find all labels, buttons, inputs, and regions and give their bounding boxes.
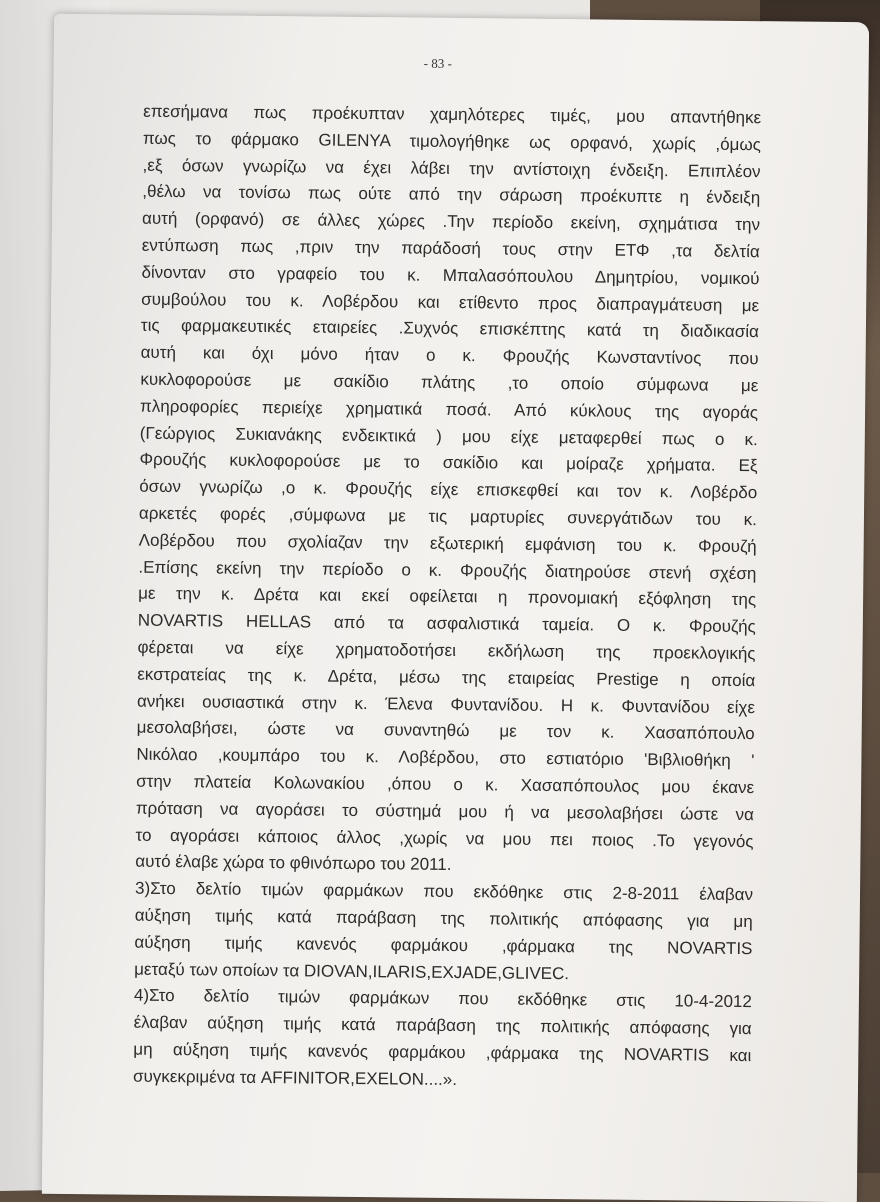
text-line: φέρεται να είχε χρηματοδοτήσει εκδήλωση της προεκλογικής xyxy=(137,637,756,664)
text-line: εντύπωση πως ,πριν την παράδοσή τους στην ΕΤΦ ,τα δελτία xyxy=(141,235,760,262)
text-line: μεταξύ των οποίων τα DIOVAN,ILARIS,EXJADE,GLIVEC. xyxy=(134,959,570,983)
text-line: αυτό έλαβε χώρα το φθινόπωρο του 2011. xyxy=(135,851,452,875)
text-line: κυκλοφορούσε με σακίδιο πλάτης ,το οποίο σύμφωνα με xyxy=(140,369,759,396)
text-line: μη αύξηση τιμής κανενός φαρμάκου ,φάρμακα της NOVARTIS και xyxy=(133,1039,752,1066)
text-line: .Επίσης εκείνη την περίοδο ο κ. Φρουζής διατηρούσε στενή σχέση xyxy=(138,557,757,583)
text-line: πως το φάρμακο GILENYA τιμολογήθηκε ως ορφανό, χωρίς ,όμως xyxy=(142,128,761,154)
text-line: αρκετές φορές ,σύμφωνα με τις μαρτυρίες συνεργάτιδων του κ. xyxy=(138,503,758,530)
text-line: όσων γνωρίζω ,ο κ. Φρουζής είχε επισκεφθεί και τον κ. Λοβέρδο xyxy=(139,476,758,503)
text-line: Φρουζής κυκλοφορούσε με το σακίδιο και μοίραζε χρήματα. Εξ xyxy=(139,450,758,476)
text-line: τις φαρμακευτικές εταιρείες .Συχνός επισκέπτης κατά τη διαδικασία xyxy=(140,316,760,342)
text-line: ,θέλω να τονίσω πως ούτε από την σάρωση προέκυπτε η ένδειξη xyxy=(142,182,761,208)
text-line: αύξηση τιμής κατά παράβαση της πολιτικής απόφασης για μη xyxy=(134,905,753,932)
text-line: το αγοράσει κάποιος άλλος ,χωρίς να μου πει ποιος .Το γεγονός xyxy=(135,825,754,851)
page-number: - 83 - xyxy=(423,55,452,71)
text-line: Νικόλαο ,κουμπάρο του κ. Λοβέρδου, στο εστιατόριο 'Βιβλιοθήκη ' xyxy=(136,744,755,771)
text-line: Λοβέρδου που σχολίαζαν την εξωτερική εμφάνιση του κ. Φρουζή xyxy=(138,530,757,556)
document-body xyxy=(133,99,761,1097)
text-line: αύξηση τιμής κανενός φαρμάκου ,φάρμακα της NOVARTIS xyxy=(134,932,753,958)
text-line: 4)Στο δελτίο τιμών φαρμάκων που εκδόθηκε στις 10-4-2012 xyxy=(133,985,752,1012)
text-line: αυτή (ορφανό) σε άλλες χώρες .Την περίοδο εκείνη, σχημάτισα την xyxy=(141,208,761,235)
text-line: εκστρατείας της κ. Δρέτα, μέσω της εταιρείας Prestige η οποία xyxy=(137,664,756,690)
text-line: επεσήμανα πως προέκυπταν χαμηλότερες τιμές, μου απαντήθηκε xyxy=(143,101,762,128)
text-line: (Γεώργιος Συκιανάκης ενδεικτικά ) μου είχε μεταφερθεί πως ο κ. xyxy=(139,423,758,449)
document-page xyxy=(42,14,869,1202)
text-line: ανήκει ουσιαστικά στην κ. Έλενα Φυντανίδου. Η κ. Φυντανίδου είχε xyxy=(136,691,756,717)
text-line: δίνονταν στο γραφείο του κ. Μπαλασόπουλου Δημητρίου, νομικού xyxy=(141,262,760,288)
text-line: 3)Στο δελτίο τιμών φαρμάκων που εκδόθηκε στις 2-8-2011 έλαβαν xyxy=(134,878,754,905)
text-line: αυτή και όχι μόνο ήταν ο κ. Φρουζής Κωνσταντίνος που xyxy=(140,342,759,369)
text-line: στην πλατεία Κολωνακίου ,όπου ο κ. Χασαπόπουλος μου έκανε xyxy=(136,771,755,798)
text-line: έλαβαν αύξηση τιμής κατά παράβαση της πολιτικής απόφασης για xyxy=(133,1012,752,1039)
text-line: πληροφορίες περιείχε χρηματικά ποσά. Από κύκλους της αγοράς xyxy=(139,396,759,422)
text-line: συγκεκριμένα τα AFFINITOR,EXELON....». xyxy=(132,1066,458,1089)
text-line: με την κ. Δρέτα και εκεί οφείλεται η προνομιακή εξόφληση της xyxy=(138,584,757,610)
text-line: συμβούλου του κ. Λοβέρδου και ετίθεντο προς διαπραγμάτευση με xyxy=(141,289,760,315)
text-line: NOVARTIS HELLAS από τα ασφαλιστικά ταμεία. Ο κ. Φρουζής xyxy=(137,610,756,637)
text-line: ,εξ όσων γνωρίζω να έχει λάβει την αντίστοιχη ένδειξη. Επιπλέον xyxy=(142,155,761,181)
text-line: πρόταση να αγοράσει το σύστημά μου ή να μεσολαβήσει ώστε να xyxy=(135,798,754,824)
text-line: μεσολαβήσει, ώστε να συναντηθώ με τον κ. Χασαπόπουλο xyxy=(136,717,755,744)
